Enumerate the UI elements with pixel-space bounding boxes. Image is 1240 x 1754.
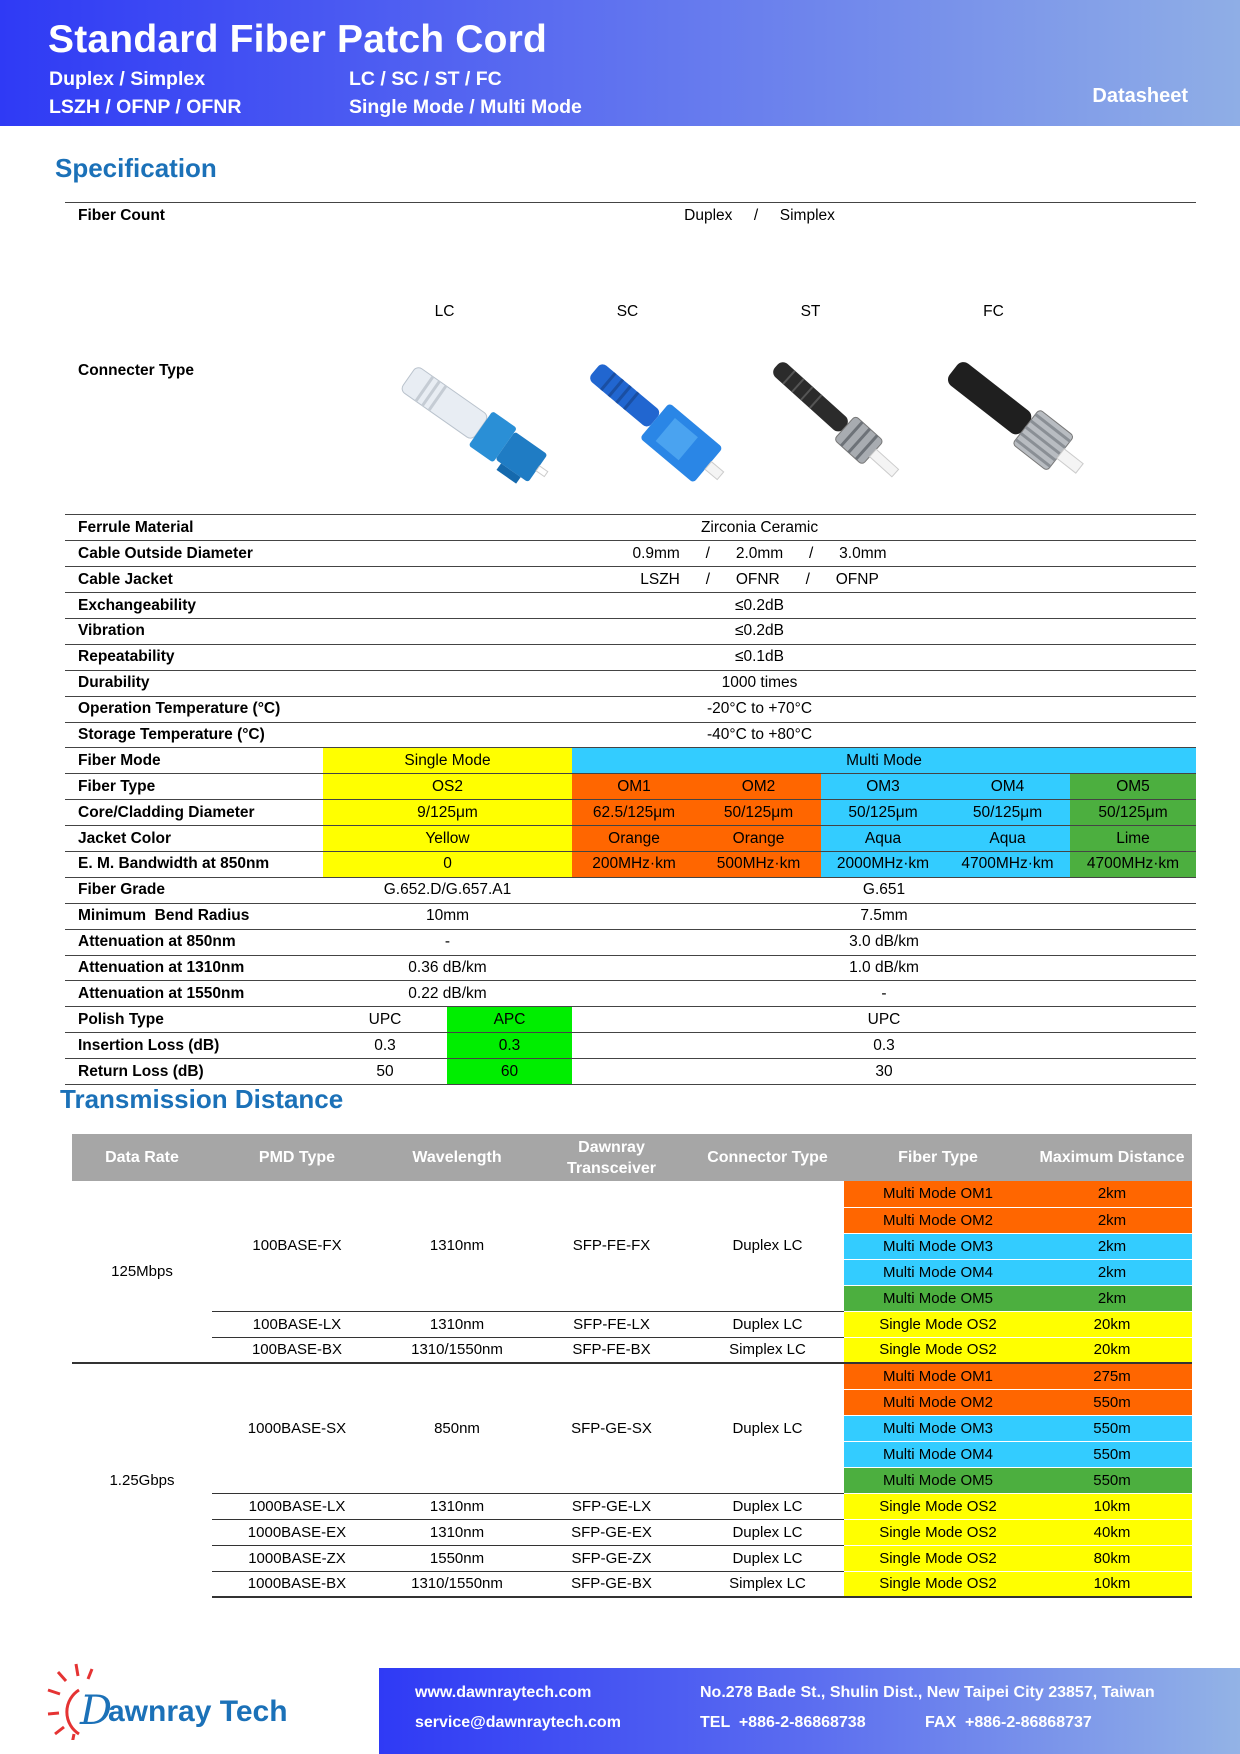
spec-value: Zirconia Ceramic — [323, 515, 1196, 541]
pmd-cell: 1000BASE-SX — [212, 1363, 382, 1493]
spec-row-durability — [65, 670, 1196, 696]
distance-cell: 10km — [1032, 1571, 1192, 1597]
connector-cell: Duplex LC — [691, 1311, 844, 1337]
col-header: Wavelength — [382, 1134, 532, 1181]
col-header: Data Rate — [72, 1134, 212, 1181]
fiber-type-cell: Single Mode OS2 — [844, 1337, 1032, 1363]
spec-row-jacket — [65, 567, 1196, 593]
spec-value: Orange — [696, 826, 821, 852]
spec-row-bandwidth — [65, 851, 1196, 877]
spec-label: Attenuation at 1550nm — [65, 981, 323, 1007]
spec-value: 0.22 dB/km — [323, 981, 572, 1007]
transceiver-cell: SFP-FE-LX — [532, 1311, 691, 1337]
fiber-type-cell: Multi Mode OM5 — [844, 1467, 1032, 1493]
spec-label: Insertion Loss (dB) — [65, 1033, 323, 1059]
pmd-cell: 100BASE-LX — [212, 1311, 382, 1337]
spec-label: Minimum Bend Radius — [65, 903, 323, 929]
page-title: Standard Fiber Patch Cord — [48, 18, 548, 61]
spec-value: Aqua — [821, 826, 945, 852]
wavelength-cell: 1310/1550nm — [382, 1571, 532, 1597]
connector-cell: Duplex LC — [732, 1237, 803, 1255]
spec-label: Operation Temperature (°C) — [65, 696, 323, 722]
transceiver-cell: SFP-GE-LX — [532, 1493, 691, 1519]
spec-value: Duplex / Simplex — [323, 203, 1196, 229]
distance-cell: 10km — [1032, 1493, 1192, 1519]
distance-cell: 20km — [1032, 1337, 1192, 1363]
distance-cell: 2km — [1032, 1285, 1192, 1311]
spec-value: LSZH / OFNR / OFNP — [323, 567, 1196, 593]
spec-label: E. M. Bandwidth at 850nm — [65, 851, 323, 877]
pmd-cell: 100BASE-FX — [252, 1237, 342, 1255]
distance-cell: 2km — [1032, 1233, 1192, 1259]
spec-label: Repeatability — [65, 644, 323, 670]
distance-cell: 80km — [1032, 1545, 1192, 1571]
connector-cell: Duplex LC — [691, 1493, 844, 1519]
spec-value: APC — [447, 1007, 572, 1033]
wavelength-cell: 1310nm — [429, 1237, 485, 1255]
connector-cell: Simplex LC — [691, 1337, 844, 1363]
spec-row-il — [65, 1033, 1196, 1059]
distance-cell: 550m — [1032, 1389, 1192, 1415]
spec-value: G.652.D/G.657.A1 — [323, 877, 572, 903]
distance-cell: 275m — [1032, 1363, 1192, 1389]
website-link[interactable]: www.dawnraytech.com — [415, 1684, 592, 1701]
connector-label: ST — [800, 303, 821, 321]
spec-row-connector — [65, 228, 1196, 515]
spec-value: 0.9mm / 2.0mm / 3.0mm — [323, 541, 1196, 567]
wavelength-cell: 1310/1550nm — [382, 1337, 532, 1363]
fax-text: FAX +886-2-86868737 — [925, 1714, 1092, 1731]
transceiver-cell: SFP-GE-ZX — [532, 1545, 691, 1571]
spec-label: Vibration — [65, 618, 323, 644]
spec-value: ≤0.2dB — [323, 618, 1196, 644]
spec-row-att850 — [65, 929, 1196, 955]
wavelength-cell: 1310nm — [382, 1519, 532, 1545]
spec-value: 3.0 dB/km — [572, 929, 1196, 955]
spec-row-repeat — [65, 644, 1196, 670]
wavelength-cell: 850nm — [382, 1363, 532, 1493]
spec-value: 62.5/125μm — [572, 800, 696, 826]
wavelength-cell: 1550nm — [382, 1545, 532, 1571]
header-connectors: LC / SC / ST / FC — [349, 68, 502, 90]
spec-value: 30 — [572, 1059, 1196, 1085]
distance-cell: 2km — [1032, 1207, 1192, 1233]
spec-value: G.651 — [572, 877, 1196, 903]
spec-value: 50/125μm — [945, 800, 1070, 826]
spec-label: Return Loss (dB) — [65, 1059, 323, 1085]
table-row — [72, 1363, 1192, 1389]
spec-row-mode — [65, 748, 1196, 774]
spec-label: Durability — [65, 670, 323, 696]
fiber-type-cell: Multi Mode OM4 — [844, 1441, 1032, 1467]
spec-value: Aqua — [945, 826, 1070, 852]
fiber-type-cell: Multi Mode OM5 — [844, 1285, 1032, 1311]
spec-row-jacket-color — [65, 826, 1196, 852]
distance-cell: 20km — [1032, 1311, 1192, 1337]
spec-label: Attenuation at 850nm — [65, 929, 323, 955]
spec-value: 1.0 dB/km — [572, 955, 1196, 981]
spec-value: 0.3 — [323, 1033, 447, 1059]
specification-table — [65, 202, 1196, 1085]
table-row — [72, 1519, 1192, 1545]
fc-connector-icon — [945, 351, 1115, 501]
transceiver-cell: SFP-GE-EX — [532, 1519, 691, 1545]
header-jackets: LSZH / OFNP / OFNR — [49, 96, 242, 118]
transmission-table — [72, 1134, 1192, 1598]
spec-value: Yellow — [323, 826, 572, 852]
table-row — [72, 1337, 1192, 1363]
om2-cell: OM2 — [696, 774, 821, 800]
multi-mode-cell: Multi Mode — [572, 748, 1196, 774]
transceiver-cell: SFP-FE-FX — [572, 1237, 651, 1255]
fiber-type-cell: Multi Mode OM3 — [844, 1415, 1032, 1441]
single-mode-cell: Single Mode — [323, 748, 572, 774]
spec-value: 200MHz·km — [572, 851, 696, 877]
spec-row-core — [65, 800, 1196, 826]
fiber-type-cell: Single Mode OS2 — [844, 1519, 1032, 1545]
os2-cell: OS2 — [323, 774, 572, 800]
table-header-row — [72, 1134, 1192, 1181]
company-logo — [46, 1660, 346, 1740]
spec-value: 1000 times — [323, 670, 1196, 696]
wavelength-cell: 1310nm — [382, 1311, 532, 1337]
distance-cell: 2km — [1032, 1181, 1192, 1207]
wavelength-cell: 1310nm — [382, 1493, 532, 1519]
om3-cell: OM3 — [821, 774, 945, 800]
spec-value: - — [323, 929, 572, 955]
spec-value: 0 — [323, 851, 572, 877]
spec-value: -20°C to +70°C — [323, 696, 1196, 722]
distance-cell: 550m — [1032, 1441, 1192, 1467]
spec-value: ≤0.2dB — [323, 593, 1196, 619]
spec-label: Ferrule Material — [65, 515, 323, 541]
data-rate-cell: 125Mbps — [111, 1263, 173, 1280]
spec-value: 50/125μm — [821, 800, 945, 826]
transceiver-cell: SFP-GE-SX — [532, 1363, 691, 1493]
distance-cell: 2km — [1032, 1259, 1192, 1285]
table-row — [72, 1181, 1192, 1207]
spec-value: 7.5mm — [572, 903, 1196, 929]
connector-images — [323, 228, 1196, 515]
spec-value: 50/125μm — [696, 800, 821, 826]
fiber-type-cell: Single Mode OS2 — [844, 1493, 1032, 1519]
spec-row-st-temp — [65, 722, 1196, 748]
spec-row-fiber-type — [65, 774, 1196, 800]
pmd-cell: 1000BASE-EX — [212, 1519, 382, 1545]
fiber-type-cell: Multi Mode OM4 — [844, 1259, 1032, 1285]
fiber-type-cell: Multi Mode OM2 — [844, 1207, 1032, 1233]
address-text: No.278 Bade St., Shulin Dist., New Taipei City 23857, Taiwan — [700, 1684, 1155, 1701]
spec-value: - — [572, 981, 1196, 1007]
footer-bar — [379, 1668, 1240, 1754]
spec-value: 2000MHz·km — [821, 851, 945, 877]
fiber-type-cell: Multi Mode OM2 — [844, 1389, 1032, 1415]
spec-row-rl — [65, 1059, 1196, 1085]
connector-label: SC — [616, 303, 639, 321]
table-row — [72, 1493, 1192, 1519]
spec-value: UPC — [572, 1007, 1196, 1033]
spec-value: 0.36 dB/km — [323, 955, 572, 981]
fiber-type-cell: Single Mode OS2 — [844, 1311, 1032, 1337]
spec-row-att1310 — [65, 955, 1196, 981]
om1-cell: OM1 — [572, 774, 696, 800]
spec-label: Fiber Mode — [65, 748, 323, 774]
spec-value: Lime — [1070, 826, 1196, 852]
spec-row-ferrule — [65, 515, 1196, 541]
spec-row-vibration — [65, 618, 1196, 644]
spec-label: Exchangeability — [65, 593, 323, 619]
spec-label: Core/Cladding Diameter — [65, 800, 323, 826]
spec-value: 10mm — [323, 903, 572, 929]
spec-value: Orange — [572, 826, 696, 852]
spec-value: 500MHz·km — [696, 851, 821, 877]
spec-value: 4700MHz·km — [945, 851, 1070, 877]
transceiver-cell: SFP-FE-BX — [532, 1337, 691, 1363]
spec-value: 50/125μm — [1070, 800, 1196, 826]
spec-row-op-temp — [65, 696, 1196, 722]
connector-cell: Duplex LC — [691, 1363, 844, 1493]
connector-sc — [536, 264, 719, 515]
om5-cell: OM5 — [1070, 774, 1196, 800]
spec-value: UPC — [323, 1007, 447, 1033]
connector-cell: Duplex LC — [691, 1519, 844, 1545]
om4-cell: OM4 — [945, 774, 1070, 800]
spec-value: 60 — [447, 1059, 572, 1085]
table-row — [72, 1311, 1192, 1337]
fiber-type-cell: Single Mode OS2 — [844, 1545, 1032, 1571]
spec-row-grade — [65, 877, 1196, 903]
header-modes: Single Mode / Multi Mode — [349, 96, 582, 118]
connector-lc — [353, 264, 536, 515]
spec-row-fiber-count — [65, 203, 1196, 229]
spec-label: Fiber Grade — [65, 877, 323, 903]
col-header: Dawnray Transceiver — [532, 1134, 691, 1181]
pmd-cell: 1000BASE-LX — [212, 1493, 382, 1519]
spec-label: Cable Outside Diameter — [65, 541, 323, 567]
pmd-cell: 100BASE-BX — [212, 1337, 382, 1363]
spec-label: Attenuation at 1310nm — [65, 955, 323, 981]
datasheet-badge: Datasheet — [1092, 85, 1188, 107]
fiber-type-cell: Multi Mode OM1 — [844, 1181, 1032, 1207]
connector-cell: Duplex LC — [691, 1545, 844, 1571]
data-rate-cell: 1.25Gbps — [72, 1363, 212, 1597]
spec-label: Fiber Count — [65, 203, 323, 229]
spec-value: 4700MHz·km — [1070, 851, 1196, 877]
spec-value: 0.3 — [572, 1033, 1196, 1059]
table-row — [72, 1571, 1192, 1597]
spec-value: ≤0.1dB — [323, 644, 1196, 670]
spec-value: 0.3 — [447, 1033, 572, 1059]
spec-value: 50 — [323, 1059, 447, 1085]
connector-fc — [902, 264, 1085, 515]
table-row — [72, 1545, 1192, 1571]
spec-label: Polish Type — [65, 1007, 323, 1033]
distance-cell: 40km — [1032, 1519, 1192, 1545]
connector-cell: Simplex LC — [691, 1571, 844, 1597]
col-header: Connector Type — [691, 1134, 844, 1181]
spec-row-diameter — [65, 541, 1196, 567]
spec-row-bend — [65, 903, 1196, 929]
col-header: PMD Type — [212, 1134, 382, 1181]
phone-text: TEL +886-2-86868738 — [700, 1714, 866, 1731]
col-header: Maximum Distance — [1032, 1134, 1192, 1181]
transmission-heading: Transmission Distance — [60, 1084, 344, 1114]
fiber-type-cell: Single Mode OS2 — [844, 1571, 1032, 1597]
connector-st — [719, 264, 902, 515]
specification-heading: Specification — [55, 153, 217, 183]
fiber-type-cell: Multi Mode OM1 — [844, 1363, 1032, 1389]
connector-label: FC — [983, 303, 1004, 321]
spec-label: Storage Temperature (°C) — [65, 722, 323, 748]
header-banner — [0, 0, 1240, 126]
transceiver-cell: SFP-GE-BX — [532, 1571, 691, 1597]
spec-label: Fiber Type — [65, 774, 323, 800]
spec-row-att1550 — [65, 981, 1196, 1007]
spec-label: Connecter Type — [78, 362, 194, 380]
spec-value: -40°C to +80°C — [323, 722, 1196, 748]
col-header: Fiber Type — [844, 1134, 1032, 1181]
logo-letter: D — [80, 1688, 113, 1734]
connector-label: LC — [434, 303, 455, 321]
spec-row-exchange — [65, 593, 1196, 619]
spec-row-polish — [65, 1007, 1196, 1033]
distance-cell: 550m — [1032, 1415, 1192, 1441]
pmd-cell: 1000BASE-ZX — [212, 1545, 382, 1571]
sun-logo-icon — [46, 1660, 346, 1740]
email-link[interactable]: service@dawnraytech.com — [415, 1714, 621, 1731]
logo-wordmark: awnray Tech — [108, 1695, 288, 1728]
pmd-cell: 1000BASE-BX — [212, 1571, 382, 1597]
header-fiber-count: Duplex / Simplex — [49, 68, 206, 90]
fiber-type-cell: Multi Mode OM3 — [844, 1233, 1032, 1259]
spec-label: Jacket Color — [65, 826, 323, 852]
distance-cell: 550m — [1032, 1467, 1192, 1493]
spec-label: Cable Jacket — [65, 567, 323, 593]
spec-value: 9/125μm — [323, 800, 572, 826]
